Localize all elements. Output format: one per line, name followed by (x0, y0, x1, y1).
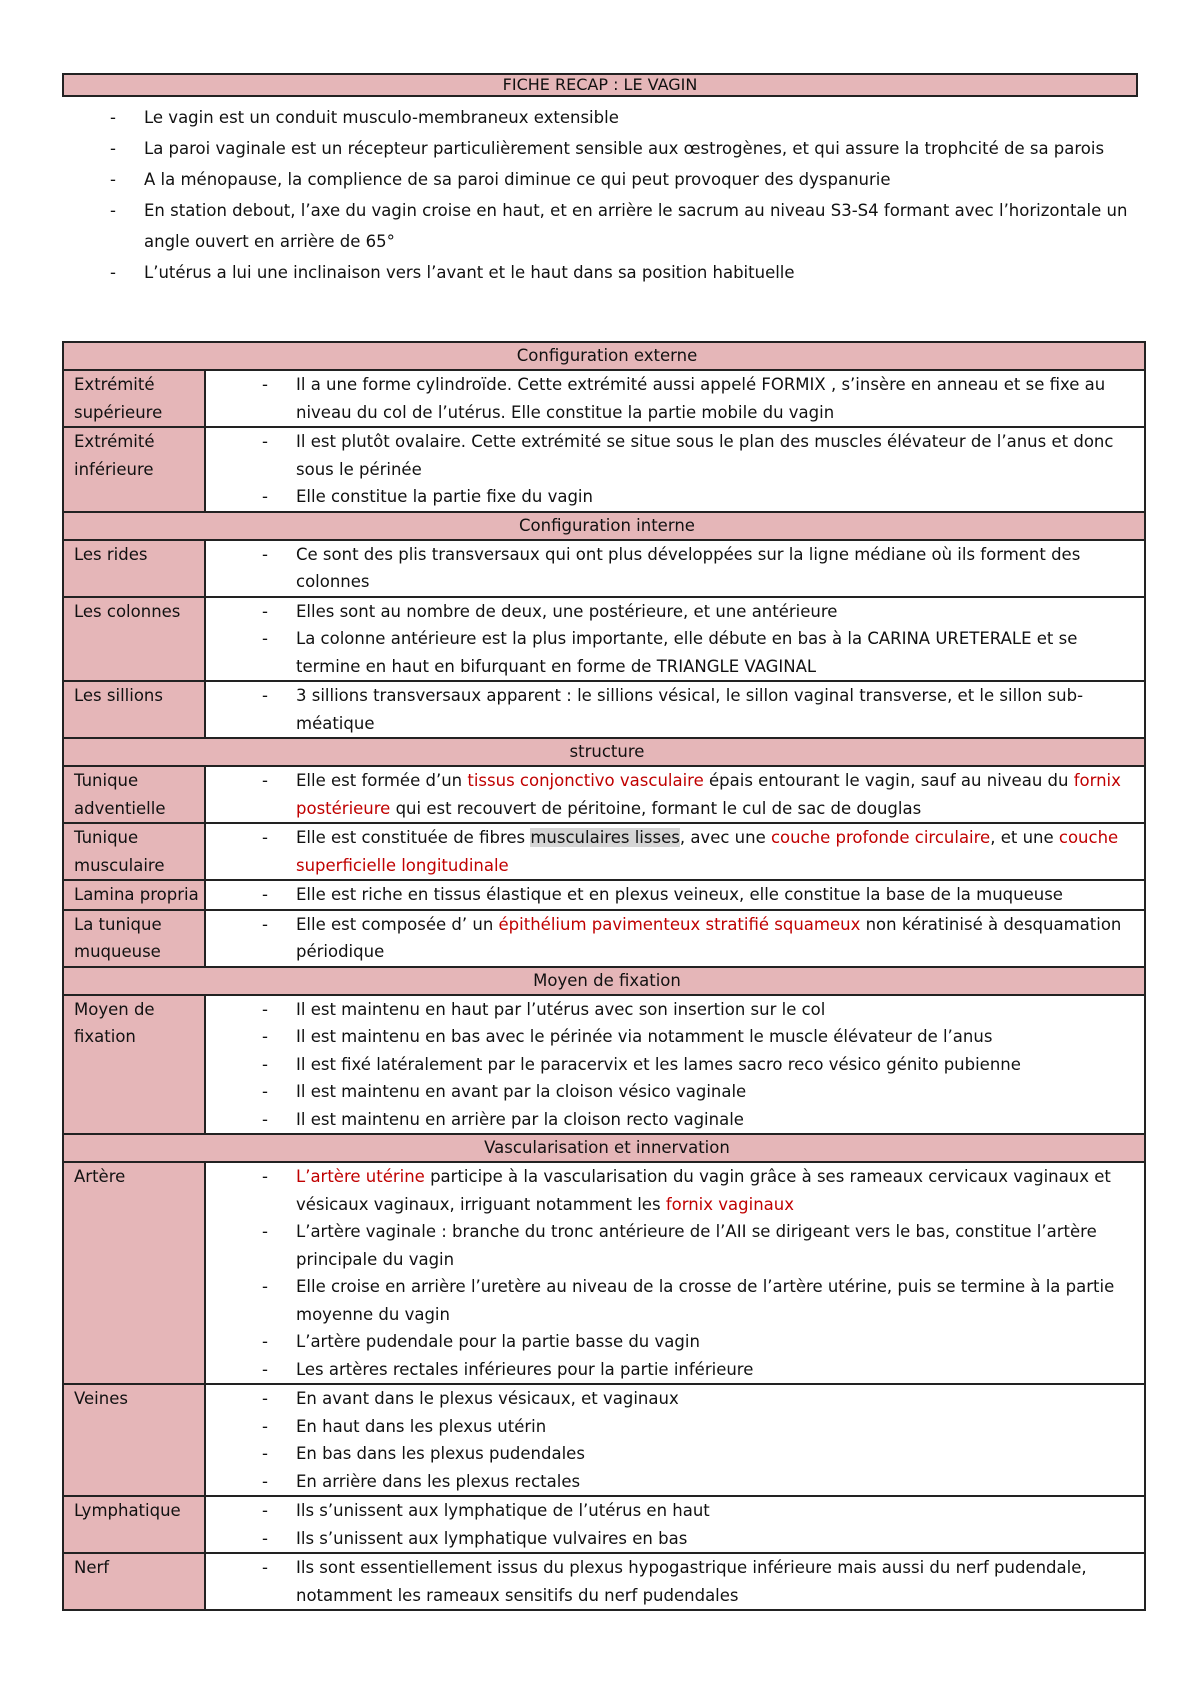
row-content (205, 370, 1145, 427)
text-segment: , avec une (679, 828, 771, 847)
row-content (205, 540, 1145, 597)
row-content (205, 681, 1145, 738)
bullet-item (216, 682, 1140, 737)
text-segment: Elle est riche en tissus élastique et en plexus veineux, elle constitue la base de la muqueuse (296, 885, 1063, 904)
bullet-list (216, 1163, 1140, 1383)
bullet-item (216, 881, 1140, 909)
table-row (63, 1162, 1145, 1384)
text-segment: participe à la vascularisation du vagin grâce à ses rameaux cervicaux vaginaux et vésicaux vaginaux, irriguant notamment les (296, 1167, 1111, 1214)
intro-item: - Le vagin est un conduit musculo-membraneux extensible (62, 102, 1138, 133)
text-segment: non kératinisé à desquamation périodique (296, 914, 1122, 961)
bullet-list (216, 371, 1140, 426)
bullet-item (216, 824, 1140, 879)
text-segment: Il est fixé latéralement par le paracervix et les lames sacro reco vésico génito pubienne (296, 1054, 1021, 1074)
marked-text: musculaires lisses (530, 828, 680, 847)
bullet-list (216, 1385, 1140, 1495)
row-label: Les colonnes (63, 597, 205, 682)
row-content (205, 766, 1145, 823)
text-segment: En bas dans les plexus pudendales (296, 1444, 585, 1463)
table-row (63, 427, 1145, 512)
bullet-item (216, 911, 1140, 966)
highlighted-term: tissus conjonctivo vasculaire (467, 771, 704, 790)
text-segment: Il est maintenu en arrière par la cloison recto vaginale (296, 1109, 744, 1129)
bullet-item (216, 1163, 1140, 1218)
row-label: Veines (63, 1384, 205, 1496)
row-label: Nerf (63, 1553, 205, 1610)
text-segment: qui est recouvert de péritoine, formant le cul de sac de douglas (390, 798, 922, 818)
section-header: Configuration externe (63, 342, 1145, 370)
highlighted-term: couche superficielle longitudinale (296, 828, 1119, 875)
text-segment: Elles sont au nombre de deux, une postérieure, et une antérieure (296, 601, 838, 621)
row-content (205, 1384, 1145, 1496)
section-header-row (63, 512, 1145, 540)
bullet-list (216, 541, 1140, 596)
text-segment: Elle est constituée de fibres (296, 828, 531, 847)
table-row (63, 880, 1145, 910)
text-segment: épais entourant le vagin, sauf au niveau du (703, 771, 1074, 790)
row-label: Artère (63, 1162, 205, 1384)
text-segment: Ils s’unissent aux lymphatique vulvaires en bas (296, 1528, 688, 1548)
section-header: Moyen de fixation (63, 967, 1145, 995)
row-label: Les rides (63, 540, 205, 597)
text-segment: Il est maintenu en haut par l’utérus avec son insertion sur le col (296, 999, 826, 1019)
row-label: La tunique muqueuse (63, 910, 205, 967)
text-segment: En avant dans le plexus vésicaux, et vaginaux (296, 1389, 679, 1408)
bullet-item (216, 767, 1140, 822)
bullet-list (216, 598, 1140, 681)
table-row (63, 370, 1145, 427)
bullet-list (216, 682, 1140, 737)
text-segment: L’artère pudendale pour la partie basse du vagin (296, 1332, 700, 1351)
bullet-list (216, 824, 1140, 879)
table-row (63, 995, 1145, 1135)
table-row (63, 1384, 1145, 1496)
text-segment: Il est plutôt ovalaire. Cette extrémité se situe sous le plan des muscles élévateur de l’anus et donc sous le périnée (296, 432, 1114, 479)
bullet-list (216, 881, 1140, 909)
bullet-list (216, 1554, 1140, 1609)
row-content (205, 880, 1145, 910)
table-row (63, 681, 1145, 738)
row-label: Tunique adventielle (63, 766, 205, 823)
section-header-row (63, 967, 1145, 995)
section-header: structure (63, 738, 1145, 766)
row-content (205, 1496, 1145, 1553)
text-segment: Ce sont des plis transversaux qui ont plus développées sur la ligne médiane où ils forment des colonnes (296, 544, 1081, 591)
row-label: Lymphatique (63, 1496, 205, 1553)
text-segment: , et une (990, 828, 1059, 847)
table-row (63, 1553, 1145, 1610)
bullet-item (216, 625, 1140, 680)
highlighted-term: L’artère utérine (296, 1167, 425, 1186)
row-content (205, 910, 1145, 967)
recap-table (62, 341, 1146, 1611)
row-label: Tunique musculaire (63, 823, 205, 880)
highlighted-term: épithélium pavimenteux stratifié squameux (498, 914, 861, 934)
bullet-item (216, 1328, 1140, 1356)
text-segment: L’artère vaginale : branche du tronc antérieure de l’AII se dirigeant vers le bas, constitue l’artère principale du vagin (296, 1222, 1097, 1269)
table-row (63, 823, 1145, 880)
text-segment: En arrière dans les plexus rectales (296, 1471, 581, 1491)
bullet-list (216, 767, 1140, 822)
bullet-list (216, 996, 1140, 1134)
row-label: Extrémité supérieure (63, 370, 205, 427)
bullet-item (216, 1440, 1140, 1468)
bullet-item (216, 1078, 1140, 1106)
row-content (205, 823, 1145, 880)
bullet-item (216, 1356, 1140, 1384)
row-label: Moyen de fixation (63, 995, 205, 1135)
bullet-item (216, 371, 1140, 426)
table-row (63, 910, 1145, 967)
table-row (63, 766, 1145, 823)
bullet-item (216, 1413, 1140, 1441)
row-label: Extrémité inférieure (63, 427, 205, 512)
text-segment: Ils s’unissent aux lymphatique de l’utérus en haut (296, 1501, 710, 1520)
bullet-item (216, 1497, 1140, 1525)
intro-item: - A la ménopause, la complience de sa paroi diminue ce qui peut provoquer des dyspanurie (62, 164, 1138, 195)
intro-item: - La paroi vaginale est un récepteur particulièrement sensible aux œstrogènes, et qui assure la trophcité de sa parois (62, 133, 1138, 164)
bullet-item (216, 483, 1140, 511)
section-header: Vascularisation et innervation (63, 1134, 1145, 1162)
text-segment: Les artères rectales inférieures pour la partie inférieure (296, 1359, 754, 1379)
text-segment: 3 sillions transversaux apparent : le sillions vésical, le sillon vaginal transverse, et le sillon sub-méatique (296, 686, 1084, 733)
row-label: Les sillions (63, 681, 205, 738)
section-header: Configuration interne (63, 512, 1145, 540)
text-segment: Il a une forme cylindroïde. Cette extrémité aussi appelé FORMIX , s’insère en anneau et se fixe au niveau du col de l’utérus. Elle constitue la partie mobile du vagin (296, 375, 1106, 422)
table-row (63, 597, 1145, 682)
intro-item: - En station debout, l’axe du vagin croise en haut, et en arrière le sacrum au niveau S3-S4 formant avec l’horizontale un angle ouvert en arrière de 65° (62, 195, 1138, 257)
bullet-item (216, 428, 1140, 483)
text-segment: Il est maintenu en avant par la cloison vésico vaginale (296, 1082, 747, 1101)
text-segment: Elle croise en arrière l’uretère au niveau de la crosse de l’artère utérine, puis se termine à la partie moyenne du vagin (296, 1277, 1115, 1324)
row-content (205, 995, 1145, 1135)
row-content (205, 1553, 1145, 1610)
page-title: FICHE RECAP : LE VAGIN (62, 73, 1138, 97)
row-content (205, 597, 1145, 682)
row-content (205, 427, 1145, 512)
table-row (63, 1496, 1145, 1553)
text-segment: Elle est composée d’ un (296, 914, 499, 934)
section-header-row (63, 738, 1145, 766)
bullet-item (216, 1051, 1140, 1079)
text-segment: Il est maintenu en bas avec le périnée via notamment le muscle élévateur de l’anus (296, 1027, 993, 1046)
highlighted-term: couche profonde circulaire (770, 828, 991, 847)
row-label: Lamina propria (63, 880, 205, 910)
section-header-row (63, 1134, 1145, 1162)
intro-list (62, 102, 1138, 288)
bullet-item (216, 541, 1140, 596)
bullet-item (216, 1106, 1140, 1134)
bullet-item (216, 1554, 1140, 1609)
highlighted-term: fornix vaginaux (665, 1194, 794, 1214)
intro-item: - L’utérus a lui une inclinaison vers l’avant et le haut dans sa position habituelle (62, 257, 1138, 288)
table-row (63, 540, 1145, 597)
bullet-item (216, 1525, 1140, 1553)
row-content (205, 1162, 1145, 1384)
bullet-item (216, 996, 1140, 1024)
text-segment: La colonne antérieure est la plus importante, elle débute en bas à la CARINA URETERALE et se termine en haut en bifurquant en forme de TRIANGLE VAGINAL (296, 629, 1078, 676)
bullet-item (216, 1385, 1140, 1413)
bullet-list (216, 911, 1140, 966)
bullet-item (216, 1468, 1140, 1496)
bullet-item (216, 1023, 1140, 1051)
bullet-list (216, 1497, 1140, 1552)
bullet-list (216, 428, 1140, 511)
bullet-item (216, 1218, 1140, 1273)
text-segment: Ils sont essentiellement issus du plexus hypogastrique inférieure mais aussi du nerf pudendale, notamment les rameaux sensitifs du nerf pudendales (296, 1558, 1087, 1605)
bullet-item (216, 598, 1140, 626)
text-segment: Elle constitue la partie fixe du vagin (296, 487, 593, 506)
text-segment: Elle est formée d’un (296, 771, 468, 790)
highlighted-term: fornix postérieure (296, 771, 1121, 818)
text-segment: En haut dans les plexus utérin (296, 1416, 547, 1436)
section-header-row (63, 342, 1145, 370)
bullet-item (216, 1273, 1140, 1328)
